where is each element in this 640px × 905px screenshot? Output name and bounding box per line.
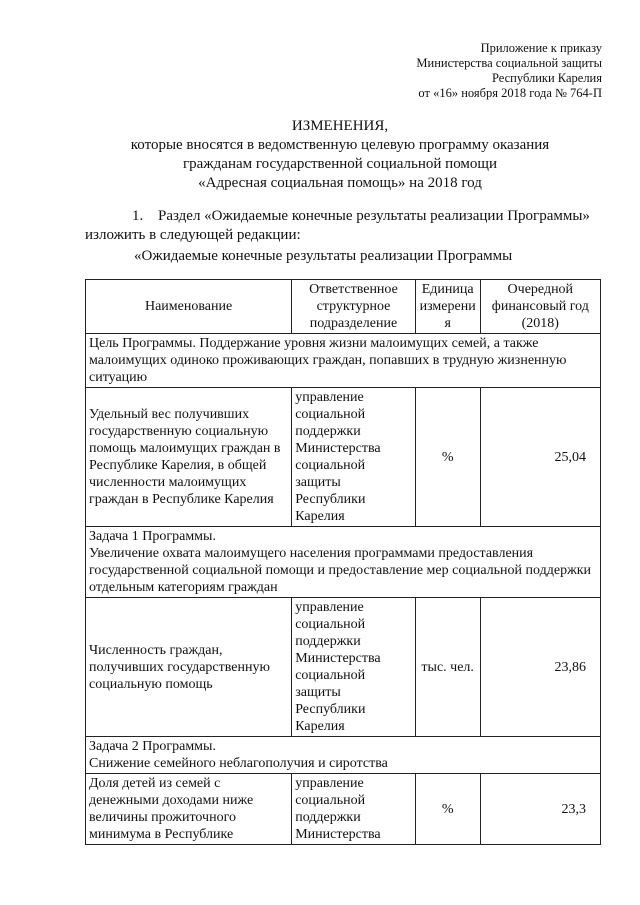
task-2-text: Снижение семейного неблагополучия и сиротства [89, 756, 388, 771]
row-2-unit: тыс. чел. [415, 598, 480, 737]
header-year: Очередной финансовый год (2018) [480, 280, 600, 334]
appendix-line-3: Республики Карелия [491, 71, 602, 85]
task-1-title: Задача 1 Программы. [89, 529, 216, 544]
row-3-unit: % [415, 774, 480, 845]
table-row [86, 598, 601, 737]
table-row [86, 774, 601, 845]
appendix-line-2: Министерства социальной защиты [416, 56, 602, 70]
appendix-line-4: от «16» ноября 2018 года № 764-П [418, 86, 602, 100]
table-row [86, 388, 601, 527]
paragraph-1 [85, 207, 605, 245]
row-3-department: управление социальной поддержки Министерства [292, 774, 416, 845]
task-1-row [86, 527, 601, 598]
task-1-cell [86, 527, 601, 598]
document-title [80, 117, 600, 193]
title-heading: ИЗМЕНЕНИЯ, [291, 118, 389, 134]
row-3-value: 23,3 [480, 774, 600, 845]
appendix-note [416, 41, 602, 101]
paragraph-1-text-1: Раздел «Ожидаемые конечные результаты реализации Программы» [158, 208, 590, 224]
goal-text: Цель Программы. Поддержание уровня жизни малоимущих семей, а также малоимущих одиноко проживающих граждан, попавших в трудную жизненную ситуацию [86, 334, 601, 388]
header-department: Ответственное структурное подразделение [292, 280, 416, 334]
row-2-department: управление социальной поддержки Министерства социальной защиты Республики Карелия [292, 598, 416, 737]
header-unit: Единица измерени я [415, 280, 480, 334]
paragraph-1-number: 1. [132, 208, 144, 224]
results-table [85, 279, 601, 845]
goal-row [86, 334, 601, 388]
row-1-name: Удельный вес получивших государственную социальную помощь малоимущих граждан в Республике Карелия, в общей численности малоимущих граждан в Республике Карелия [86, 388, 292, 527]
title-line-2: гражданам государственной социальной помощи [183, 156, 497, 172]
task-2-row [86, 737, 601, 774]
title-line-1: которые вносятся в ведомственную целевую программу оказания [130, 137, 550, 153]
appendix-line-1: Приложение к приказу [480, 41, 602, 55]
paragraph-1-text-2: изложить в следующей редакции: [85, 227, 301, 243]
row-2-name: Численность граждан, получивших государственную социальную помощь [86, 598, 292, 737]
row-3-name: Доля детей из семей с денежными доходами ниже величины прожиточного минимума в Республике [86, 774, 292, 845]
row-1-department: управление социальной поддержки Министерства социальной защиты Республики Карелия [292, 388, 416, 527]
row-2-value: 23,86 [480, 598, 600, 737]
task-2-title: Задача 2 Программы. [89, 739, 216, 754]
task-1-text: Увеличение охвата малоимущего населения программами предоставления государственной социальной помощи и предоставление мер социальной поддержки отдельным категориям граждан [89, 546, 592, 595]
task-2-cell [86, 737, 601, 774]
paragraph-2: «Ожидаемые конечные результаты реализации Программы [134, 248, 513, 264]
row-1-unit: % [415, 388, 480, 527]
title-line-3: «Адресная социальная помощь» на 2018 год [198, 175, 482, 191]
row-1-value: 25,04 [480, 388, 600, 527]
header-name: Наименование [86, 280, 292, 334]
table-header-row [86, 280, 601, 334]
